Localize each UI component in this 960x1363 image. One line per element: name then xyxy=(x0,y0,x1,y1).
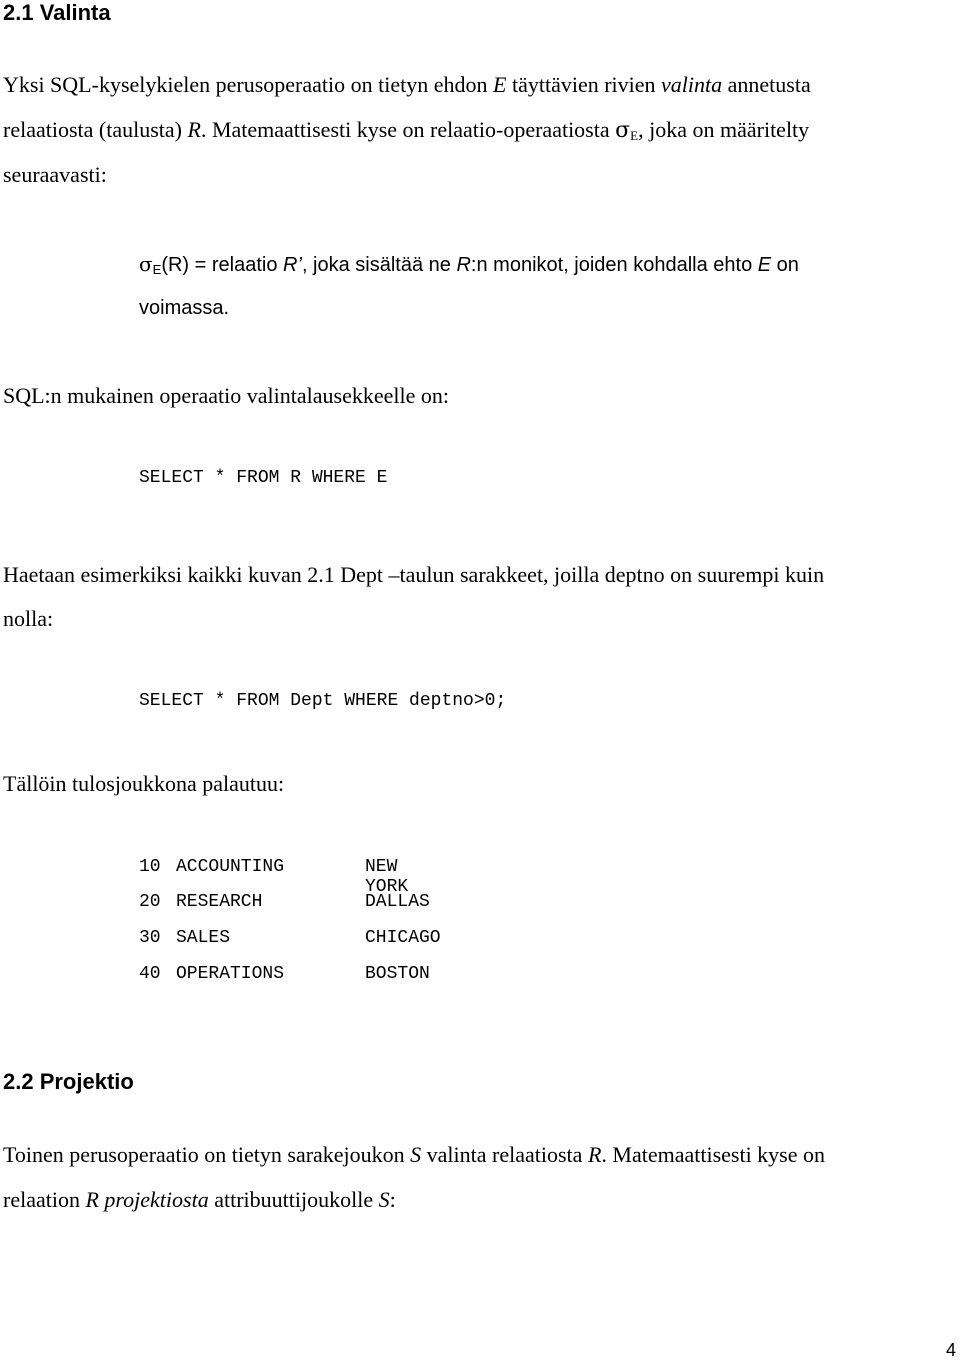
result-dname: OPERATIONS xyxy=(176,964,285,984)
result-loc: BOSTON xyxy=(365,964,430,984)
selection-definition-line1: $\sigma_E(R)$ = relaatio R’, joka sisältää ne R:n monikot, joiden kohdalla ehto E on xyxy=(139,252,799,277)
section-heading-projektio: 2.2 Projektio xyxy=(3,1069,134,1094)
paragraph-intro-line1: Yksi SQL-kyselykielen perusoperaatio on tietyn ehdon E täyttävien rivien valinta annetusta xyxy=(3,72,811,97)
paragraph-projection-line2: relaation R projektiosta attribuuttijoukolle S: xyxy=(3,1187,396,1212)
result-loc: DALLAS xyxy=(365,892,430,912)
selection-definition-line2: voimassa. xyxy=(139,297,230,319)
page-number: 4 xyxy=(946,1340,957,1360)
paragraph-example-line1: Haetaan esimerkiksi kaikki kuvan 2.1 Dept –taulun sarakkeet, joilla deptno on suurempi kuin xyxy=(3,562,825,587)
result-deptno: 20 xyxy=(139,892,161,912)
result-dname: ACCOUNTING xyxy=(176,857,285,877)
result-dname: SALES xyxy=(176,928,231,948)
paragraph-example-line2: nolla: xyxy=(3,606,54,631)
result-deptno: 40 xyxy=(139,964,161,984)
result-loc: NEW YORK xyxy=(365,857,409,897)
paragraph-result-intro: Tällöin tulosjoukkona palautuu: xyxy=(3,771,285,796)
paragraph-sql-intro: SQL:n mukainen operaatio valintalausekkeelle on: xyxy=(3,383,449,408)
result-deptno: 10 xyxy=(139,857,161,877)
section-heading-valinta: 2.1 Valinta xyxy=(3,0,111,25)
result-dname: RESEARCH xyxy=(176,892,263,912)
code-select-dept: SELECT * FROM Dept WHERE deptno>0; xyxy=(139,691,507,711)
result-loc: CHICAGO xyxy=(365,928,441,948)
result-deptno: 30 xyxy=(139,928,161,948)
paragraph-projection-line1: Toinen perusoperaatio on tietyn sarakejoukon S valinta relaatiosta R. Matemaattisesti kyse on xyxy=(3,1142,826,1167)
paragraph-intro-line3: seuraavasti: xyxy=(3,162,107,187)
paragraph-intro-line2: relaatiosta (taulusta) R. Matemaattisesti kyse on relaatio-operaatiosta $\sigma_E$, joka on määritelty xyxy=(3,117,810,143)
code-select-generic: SELECT * FROM R WHERE E xyxy=(139,468,388,488)
